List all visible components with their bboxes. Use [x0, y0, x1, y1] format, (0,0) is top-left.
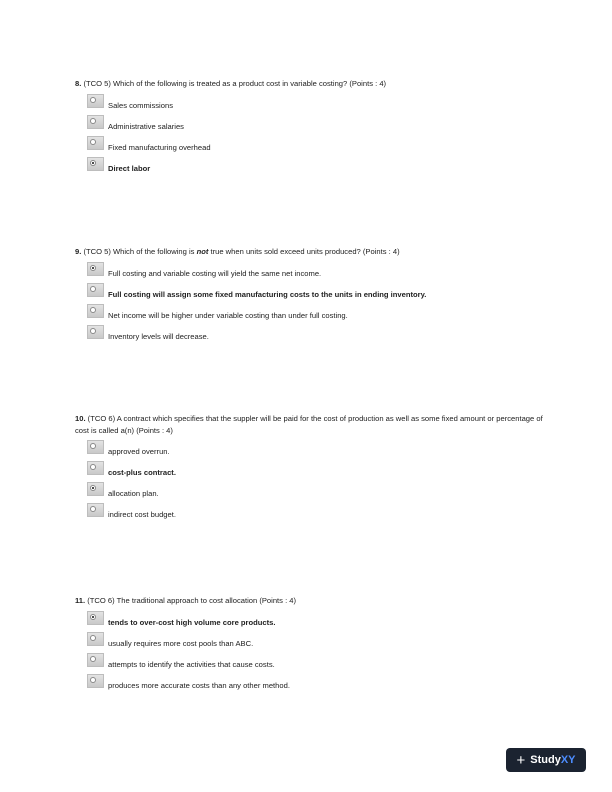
plus-icon: + — [516, 751, 526, 769]
question-text: (TCO 6) A contract which specifies that the suppler will be paid for the cost of production as well as some fixed amount or percentage of cost is called a(n) (Points : 4) — [75, 414, 543, 435]
option-label: approved overrun. — [108, 447, 170, 456]
radio-icon — [90, 614, 96, 620]
question-stem — [75, 78, 545, 90]
option-label: Sales commissions — [108, 100, 173, 110]
radio-button[interactable] — [87, 283, 104, 297]
option-item[interactable] — [75, 94, 545, 115]
question-number: 10. — [75, 414, 86, 423]
radio-icon — [90, 443, 96, 449]
option-label: allocation plan. — [108, 489, 159, 498]
options-list — [75, 440, 545, 524]
question-stem — [75, 595, 545, 607]
question-11 — [75, 595, 545, 695]
option-item[interactable] — [75, 283, 545, 304]
question-number: 11. — [75, 596, 86, 605]
option-label: tends to over-cost high volume core products. — [108, 617, 276, 627]
radio-button[interactable] — [87, 262, 104, 276]
radio-icon — [90, 485, 96, 491]
radio-button[interactable] — [87, 482, 104, 496]
option-label: Direct labor — [108, 163, 151, 173]
option-item[interactable] — [75, 503, 545, 524]
option-label: indirect cost budget. — [108, 510, 176, 519]
radio-icon — [90, 265, 96, 271]
radio-button[interactable] — [87, 632, 104, 646]
option-label: Full costing and variable costing will yield the same net income. — [108, 268, 322, 278]
option-label: Net income will be higher under variable costing than under full costing. — [108, 310, 348, 320]
question-stem — [75, 246, 545, 258]
option-label: Administrative salaries — [108, 121, 184, 131]
option-item[interactable] — [75, 674, 545, 695]
option-label: Fixed manufacturing overhead — [108, 142, 211, 152]
option-item[interactable] — [75, 325, 545, 346]
question-emphasis: not — [196, 247, 209, 256]
option-item[interactable] — [75, 136, 545, 157]
option-item[interactable] — [75, 304, 545, 325]
radio-icon — [90, 286, 96, 292]
radio-button[interactable] — [87, 611, 104, 625]
option-item[interactable] — [75, 611, 545, 632]
option-label: produces more accurate costs than any other method. — [108, 680, 290, 690]
option-item[interactable] — [75, 440, 545, 461]
question-text: (TCO 5) Which of the following is — [81, 247, 197, 256]
question-text-end: true when units sold exceed units produced? (Points : 4) — [208, 247, 400, 256]
radio-icon — [90, 656, 96, 662]
radio-icon — [90, 328, 96, 334]
radio-button[interactable] — [87, 157, 104, 171]
option-item[interactable] — [75, 157, 545, 178]
option-item[interactable] — [75, 115, 545, 136]
question-10 — [75, 413, 545, 524]
option-label: cost-plus contract. — [108, 468, 176, 477]
option-label: Inventory levels will decrease. — [108, 331, 209, 341]
radio-icon — [90, 139, 96, 145]
brand-name: StudyXY — [530, 754, 576, 766]
radio-button[interactable] — [87, 115, 104, 129]
radio-button[interactable] — [87, 653, 104, 667]
radio-icon — [90, 464, 96, 470]
radio-button[interactable] — [87, 325, 104, 339]
radio-button[interactable] — [87, 136, 104, 150]
options-list — [75, 611, 545, 695]
studyxy-logo[interactable] — [506, 748, 586, 772]
question-stem — [75, 413, 545, 436]
option-item[interactable] — [75, 262, 545, 283]
options-list — [75, 94, 545, 178]
radio-button[interactable] — [87, 94, 104, 108]
radio-button[interactable] — [87, 304, 104, 318]
option-item[interactable] — [75, 632, 545, 653]
radio-icon — [90, 160, 96, 166]
question-text: (TCO 6) The traditional approach to cost allocation (Points : 4) — [85, 596, 297, 605]
question-number: 9. — [75, 247, 82, 256]
radio-icon — [90, 677, 96, 683]
radio-icon — [90, 307, 96, 313]
question-text: (TCO 5) Which of the following is treated as a product cost in variable costing? (Points : 4) — [81, 79, 387, 88]
radio-button[interactable] — [87, 503, 104, 517]
question-number: 8. — [75, 79, 82, 88]
option-item[interactable] — [75, 461, 545, 482]
option-label: attempts to identify the activities that cause costs. — [108, 659, 275, 669]
radio-button[interactable] — [87, 461, 104, 475]
radio-button[interactable] — [87, 674, 104, 688]
radio-icon — [90, 118, 96, 124]
option-label: Full costing will assign some fixed manufacturing costs to the units in ending inventory. — [108, 289, 427, 299]
radio-icon — [90, 635, 96, 641]
option-label: usually requires more cost pools than ABC. — [108, 638, 254, 648]
radio-button[interactable] — [87, 440, 104, 454]
question-8 — [75, 78, 545, 178]
option-item[interactable] — [75, 653, 545, 674]
question-9 — [75, 246, 545, 346]
option-item[interactable] — [75, 482, 545, 503]
radio-icon — [90, 97, 96, 103]
radio-icon — [90, 506, 96, 512]
options-list — [75, 262, 545, 346]
